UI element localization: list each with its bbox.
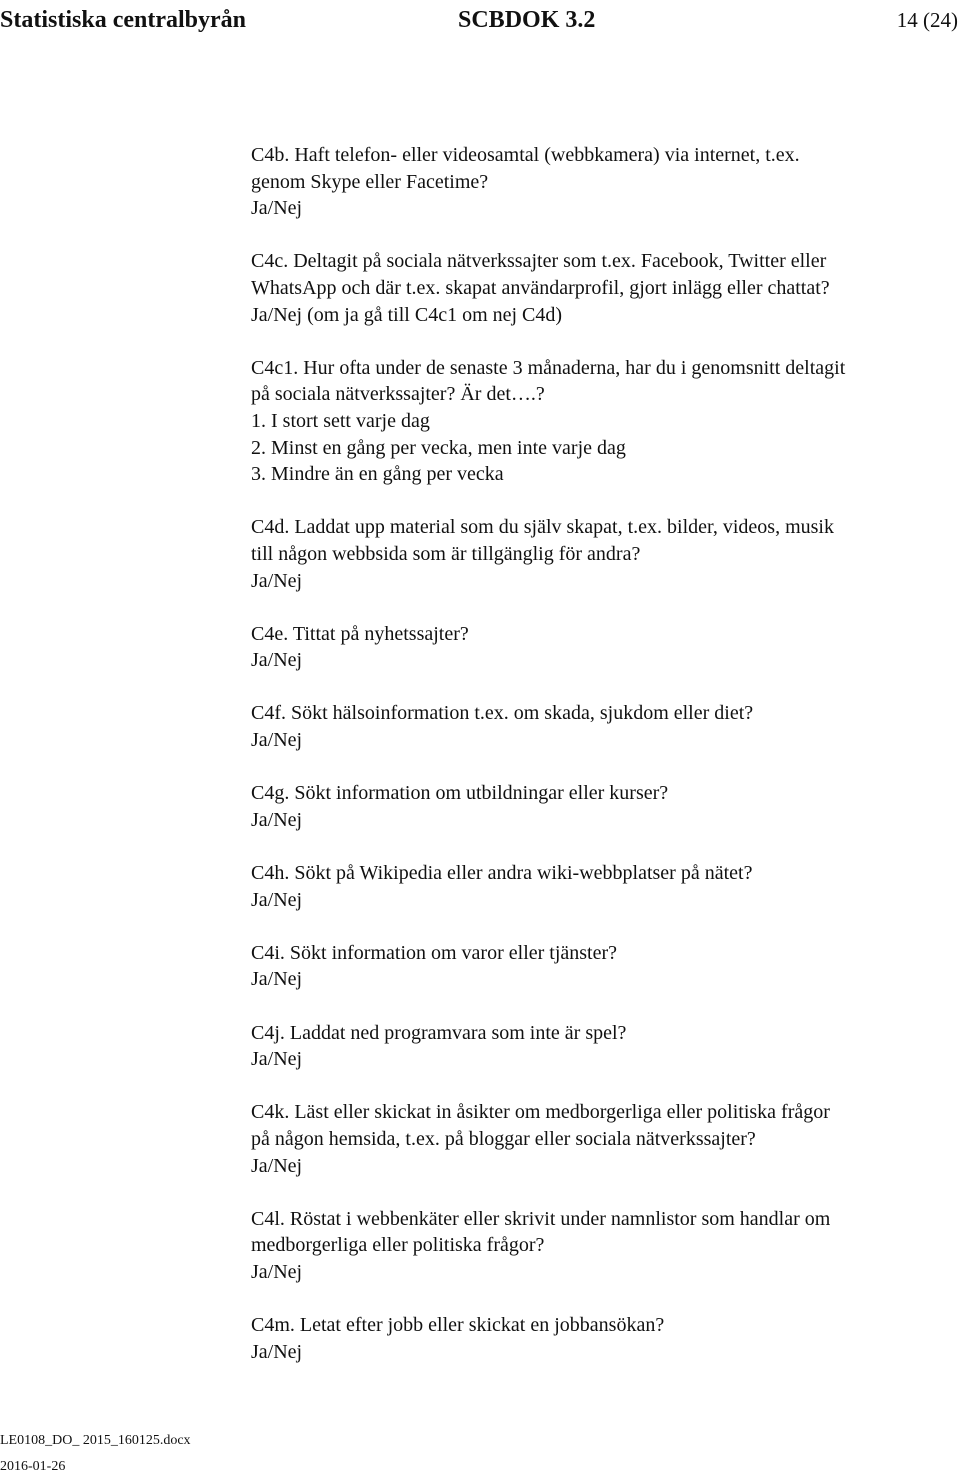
question-text-line: C4c. Deltagit på sociala nätverkssajter som t.ex. Facebook, Twitter eller	[251, 250, 827, 273]
question-text-line: C4b. Haft telefon- eller videosamtal (webbkamera) via internet, t.ex.	[251, 144, 800, 166]
question-text-line: på sociala nätverkssajter? Är det….?	[251, 383, 545, 406]
answer-option: Ja/Nej	[251, 808, 303, 831]
answer-option: Ja/Nej	[251, 729, 303, 752]
question-c4j	[251, 1020, 951, 1073]
answer-option: 1. I stort sett varje dag	[251, 409, 430, 432]
question-text-line: C4h. Sökt på Wikipedia eller andra wiki-webbplatser på nätet?	[251, 862, 753, 885]
answer-option: Ja/Nej	[251, 968, 303, 991]
question-c4g	[251, 780, 951, 833]
question-text-line: C4l. Röstat i webbenkäter eller skrivit under namnlistor som handlar om	[251, 1207, 831, 1230]
answer-option: Ja/Nej (om ja gå till C4c1 om nej C4d)	[251, 303, 563, 326]
questionnaire-body	[251, 142, 951, 1392]
question-text-line: genom Skype eller Facetime?	[251, 170, 489, 193]
page-header	[0, 2, 960, 42]
question-c4i	[251, 940, 951, 993]
question-c4l	[251, 1206, 951, 1286]
footer-date: 2016-01-26	[0, 1459, 66, 1474]
answer-option: Ja/Nej	[251, 197, 303, 220]
answer-option: Ja/Nej	[251, 649, 303, 672]
question-c4b	[251, 142, 951, 222]
question-text-line: C4e. Tittat på nyhetssajter?	[251, 622, 469, 645]
page-number: 14 (24)	[896, 8, 958, 32]
organization-name: Statistiska centralbyrån	[0, 7, 246, 33]
answer-option: 3. Mindre än en gång per vecka	[251, 463, 504, 486]
question-c4c1	[251, 355, 951, 488]
question-c4f	[251, 700, 951, 753]
question-text-line: C4k. Läst eller skickat in åsikter om medborgerliga eller politiska frågor	[251, 1101, 830, 1124]
question-c4d	[251, 514, 951, 594]
question-c4k	[251, 1099, 951, 1179]
question-c4e	[251, 621, 951, 674]
question-text-line: till någon webbsida som är tillgänglig för andra?	[251, 542, 641, 565]
question-text-line: C4f. Sökt hälsoinformation t.ex. om skada, sjukdom eller diet?	[251, 702, 754, 725]
answer-option: Ja/Nej	[251, 888, 303, 911]
question-text-line: C4j. Laddat ned programvara som inte är spel?	[251, 1021, 627, 1044]
document-id: SCBDOK 3.2	[458, 7, 596, 33]
question-text-line: medborgerliga eller politiska frågor?	[251, 1234, 545, 1257]
question-c4h	[251, 860, 951, 913]
answer-option: Ja/Nej	[251, 1154, 303, 1177]
question-text-line: C4m. Letat efter jobb eller skickat en jobbansökan?	[251, 1314, 665, 1337]
footer-filename: LE0108_DO_ 2015_160125.docx	[0, 1433, 191, 1448]
answer-option: Ja/Nej	[251, 569, 303, 592]
question-text-line: C4g. Sökt information om utbildningar eller kurser?	[251, 782, 669, 805]
question-c4c	[251, 248, 951, 328]
page-footer	[0, 1428, 191, 1480]
answer-option: Ja/Nej	[251, 1260, 303, 1283]
question-text-line: C4c1. Hur ofta under de senaste 3 månaderna, har du i genomsnitt deltagit	[251, 356, 846, 379]
question-text-line: WhatsApp och där t.ex. skapat användarprofil, gjort inlägg eller chattat?	[251, 276, 830, 299]
question-text-line: C4d. Laddat upp material som du själv skapat, t.ex. bilder, videos, musik	[251, 516, 834, 539]
answer-option: Ja/Nej	[251, 1048, 303, 1071]
question-c4m	[251, 1312, 951, 1365]
question-text-line: på någon hemsida, t.ex. på bloggar eller sociala nätverkssajter?	[251, 1127, 756, 1150]
answer-option: 2. Minst en gång per vecka, men inte varje dag	[251, 436, 626, 459]
question-text-line: C4i. Sökt information om varor eller tjänster?	[251, 941, 618, 964]
answer-option: Ja/Nej	[251, 1340, 303, 1363]
